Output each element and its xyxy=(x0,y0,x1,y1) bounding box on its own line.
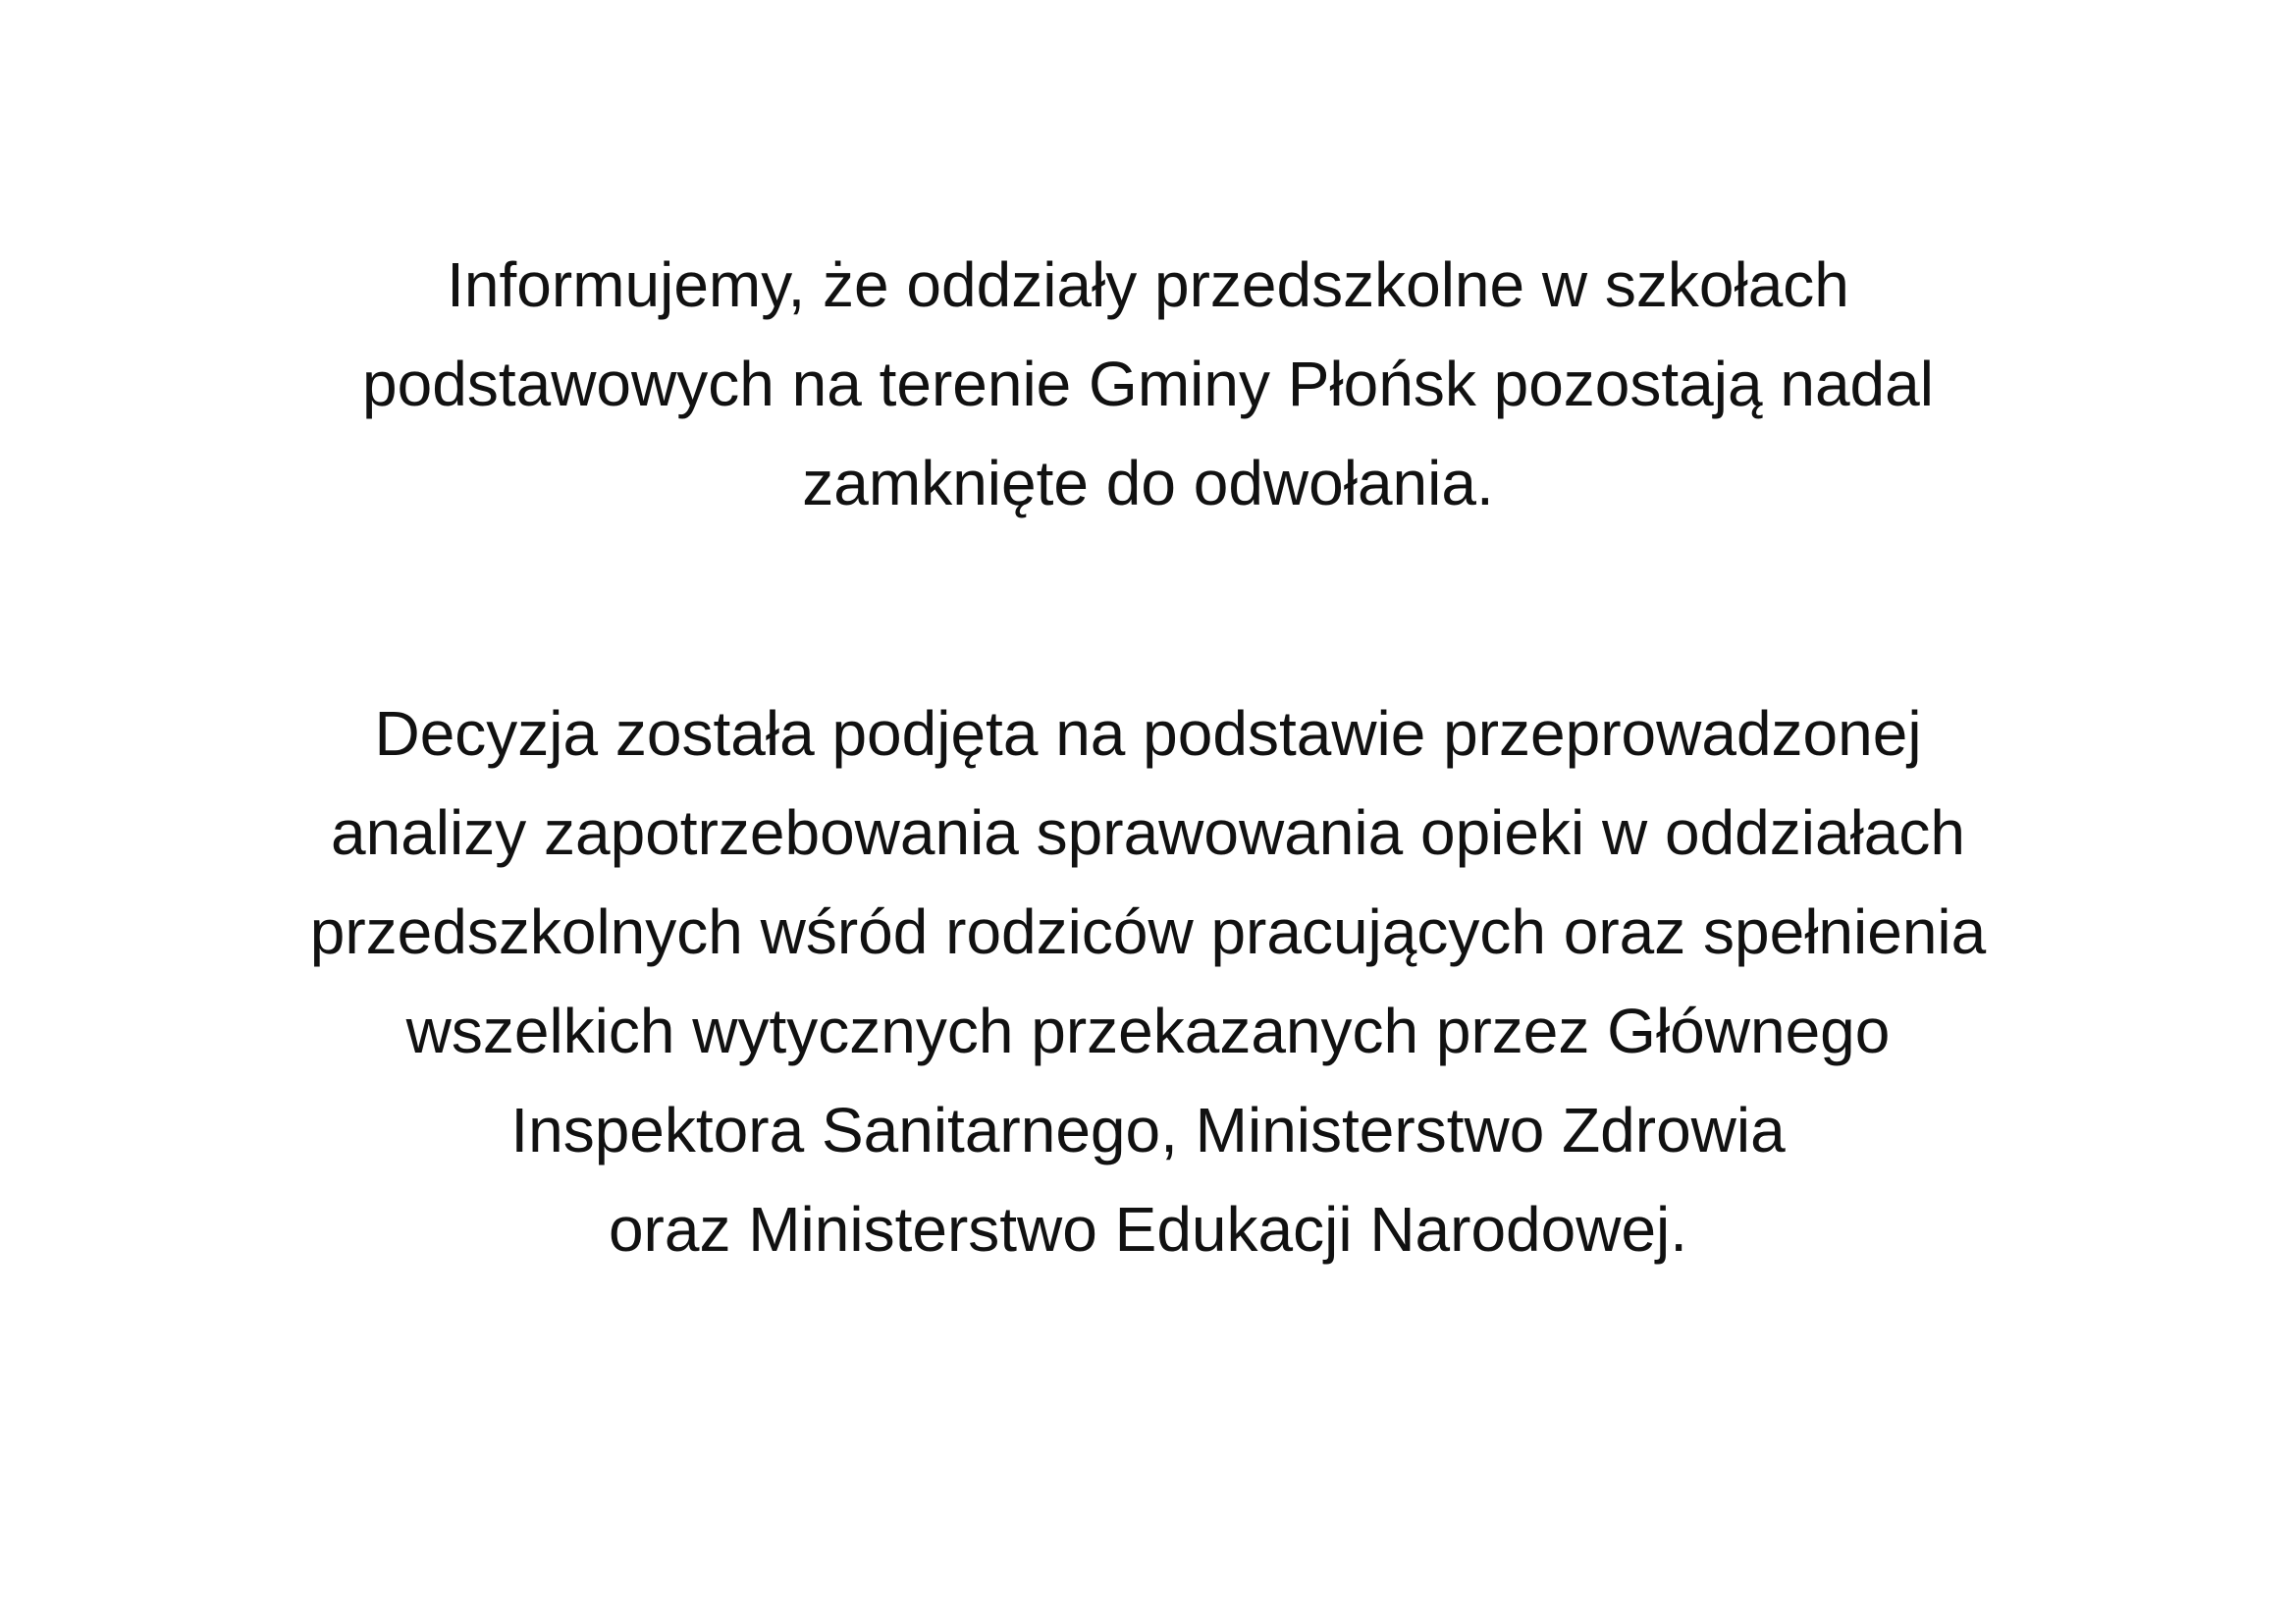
text-line: Decyzja została podjęta na podstawie przeprowadzonej xyxy=(374,698,1922,769)
text-line: oraz Ministerstwo Edukacji Narodowej. xyxy=(608,1194,1688,1265)
decision-paragraph xyxy=(0,684,2296,1279)
text-line: wszelkich wytycznych przekazanych przez Głównego xyxy=(405,996,1891,1066)
text-line: podstawowych na terenie Gminy Płońsk pozostają nadal xyxy=(362,349,1934,419)
text-line: przedszkolnych wśród rodziców pracujących oraz spełnienia xyxy=(309,896,1987,967)
text-line: Inspektora Sanitarnego, Ministerstwo Zdrowia xyxy=(510,1095,1786,1165)
announcement-paragraph xyxy=(0,236,2296,533)
text-line: Informujemy, że oddziały przedszkolne w szkołach xyxy=(447,249,1849,320)
text-line: analizy zapotrzebowania sprawowania opieki w oddziałach xyxy=(331,797,1965,868)
text-line: zamknięte do odwołania. xyxy=(802,448,1494,518)
